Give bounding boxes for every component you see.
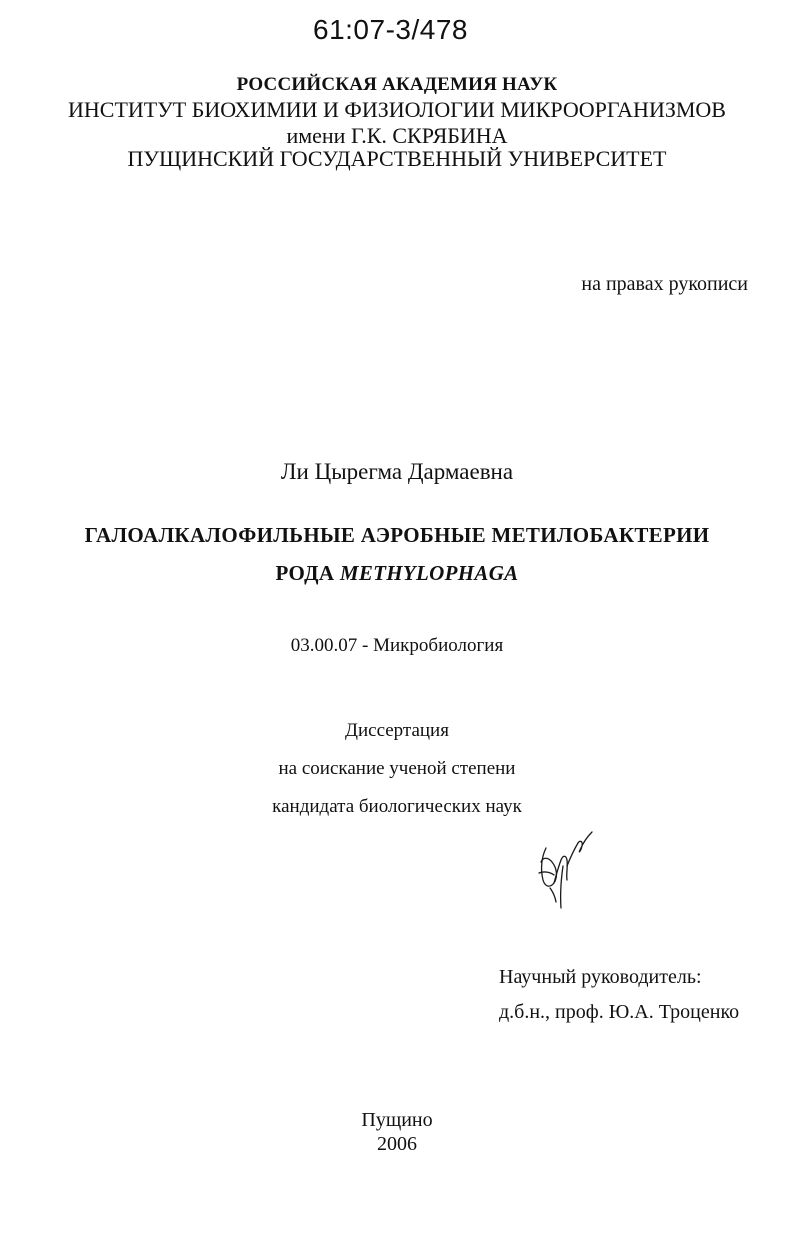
author-name: Ли Цырегма Дармаевна (280, 459, 514, 484)
manuscript-note: на правах рукописи (581, 273, 748, 295)
supervisor-label: Научный руководитель: (499, 966, 702, 988)
archive-code: 61:07-3/478 (313, 14, 468, 45)
specialty: 03.00.07 - Микробиология (290, 635, 504, 656)
supervisor-name: д.б.н., проф. Ю.А. Троценко (499, 1001, 740, 1023)
signature-stroke-4 (567, 832, 592, 866)
thesis-title-line-1: ГАЛОАЛКАЛОФИЛЬНЫЕ АЭРОБНЫЕ МЕТИЛОБАКТЕРИИ (84, 523, 710, 547)
institute-named-after: имени Г.К. СКРЯБИНА (286, 123, 508, 148)
year: 2006 (377, 1133, 417, 1155)
signature-stroke-6 (550, 888, 556, 902)
academy-name: РОССИЙСКАЯ АКАДЕМИЯ НАУК (236, 74, 558, 95)
degree-line-1: Диссертация (345, 720, 449, 741)
degree-line-3: кандидата биологических наук (272, 796, 522, 817)
university-name: ПУЩИНСКИЙ ГОСУДАРСТВЕННЫЙ УНИВЕРСИТЕТ (127, 146, 667, 171)
degree-line-2: на соискание ученой степени (278, 758, 516, 779)
signature-stroke-5 (561, 866, 563, 908)
title-prefix: РОДА (275, 561, 340, 585)
city: Пущино (361, 1109, 433, 1131)
signature-mark (530, 826, 604, 912)
genus-name: METHYLOPHAGA (339, 561, 519, 585)
institute-name: ИНСТИТУТ БИОХИМИИ И ФИЗИОЛОГИИ МИКРООРГАНИЗМОВ (68, 97, 726, 122)
thesis-title-line-2 (0, 561, 794, 586)
